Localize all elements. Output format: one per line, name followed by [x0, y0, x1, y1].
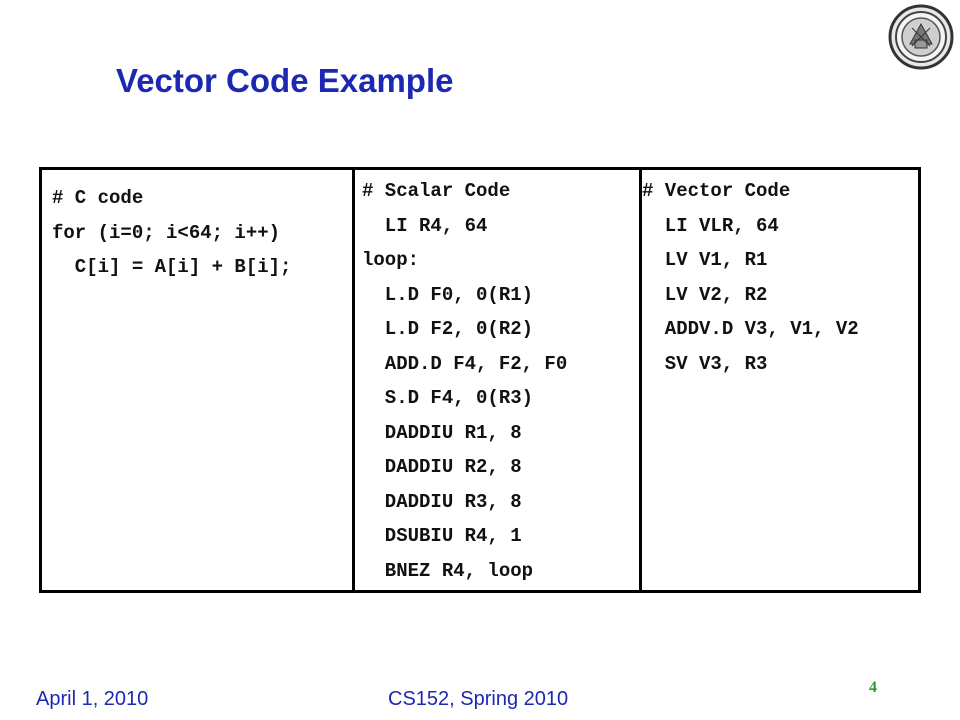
code-line: L.D F2, 0(R2) — [362, 318, 534, 340]
code-line: ADD.D F4, F2, F0 — [362, 352, 568, 375]
code-line: DSUBIU R4, 1 — [362, 525, 522, 547]
code-line: LI VLR, 64 — [642, 214, 779, 237]
code-line: # Vector Code — [642, 180, 791, 202]
slide-title: Vector Code Example — [116, 62, 454, 99]
code-comparison-table — [39, 167, 921, 593]
code-line: C[i] = A[i] + B[i]; — [52, 256, 292, 278]
code-line: LI R4, 64 — [362, 214, 488, 237]
code-line: DADDIU R1, 8 — [362, 421, 522, 444]
footer-date: April 1, 2010 — [36, 688, 149, 710]
university-seal-icon — [888, 4, 954, 70]
column-divider — [352, 170, 355, 590]
code-line: SV V3, R3 — [642, 352, 768, 375]
code-line: DADDIU R2, 8 — [362, 456, 522, 478]
code-line: DADDIU R3, 8 — [362, 490, 522, 513]
code-line: # C code — [52, 187, 144, 209]
code-line: L.D F0, 0(R1) — [362, 283, 534, 306]
scalar-code-column — [362, 174, 567, 588]
c-code-column — [52, 181, 291, 285]
code-line: BNEZ R4, loop — [362, 559, 534, 582]
vector-code-column — [642, 174, 859, 381]
code-line: LV V2, R2 — [642, 283, 768, 306]
code-line: # Scalar Code — [362, 180, 511, 202]
code-line: for (i=0; i<64; i++) — [52, 221, 281, 244]
code-line: LV V1, R1 — [642, 249, 768, 271]
code-line: S.D F4, 0(R3) — [362, 387, 534, 409]
code-line: ADDV.D V3, V1, V2 — [642, 318, 859, 340]
footer-course: CS152, Spring 2010 — [388, 688, 569, 710]
code-line: loop: — [362, 249, 420, 271]
page-number: 4 — [869, 679, 877, 696]
